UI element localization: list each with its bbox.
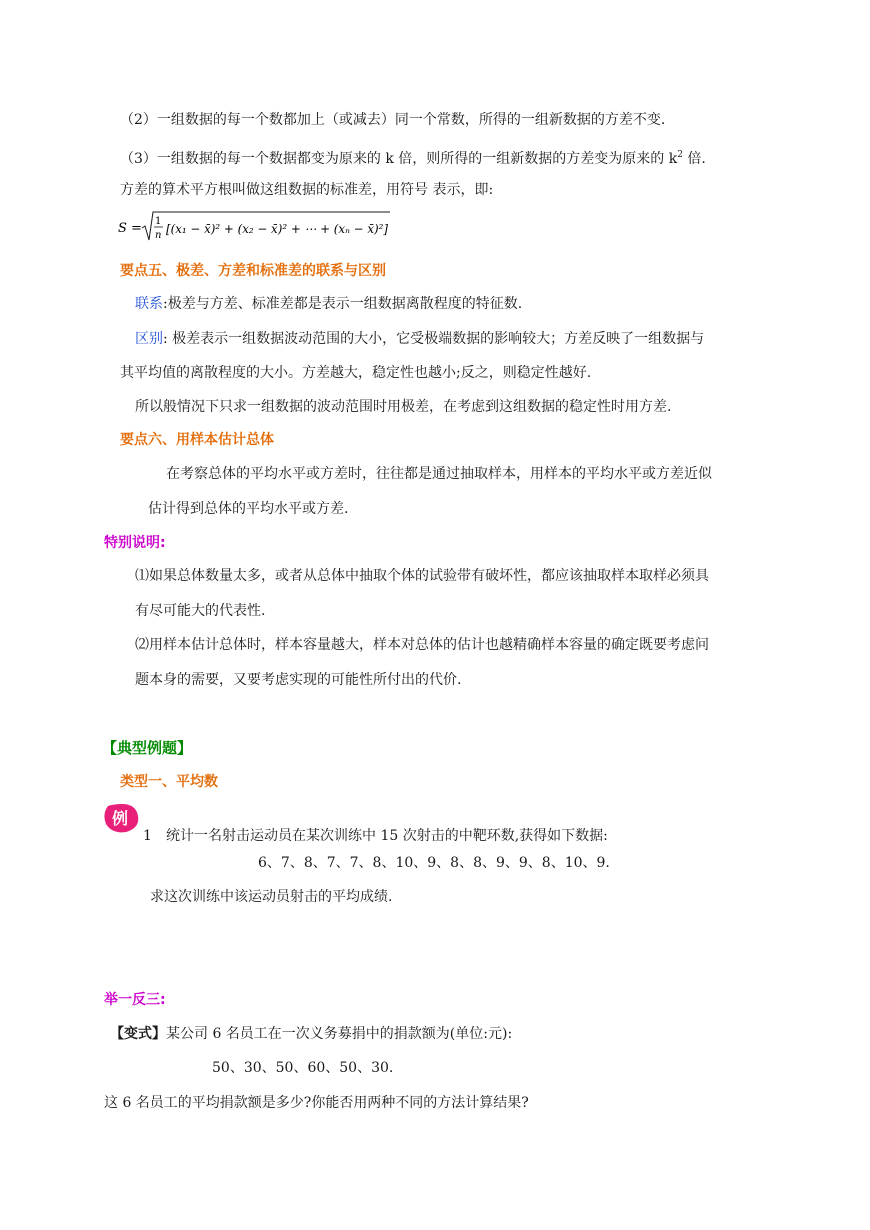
example-icon <box>102 802 142 836</box>
section-6-text2: 估计得到总体的平均水平或方差. <box>148 501 349 517</box>
property-3-exponent: 2 <box>677 150 683 160</box>
example-1-data: 6、7、8、7、7、8、10、9、8、8、9、9、8、10、9. <box>258 855 610 871</box>
formula-frac-num: 1 <box>155 216 162 227</box>
section-5-usage: 所以般情况下只求一组数据的波动范围时用极差，在考虑到这组数据的稳定性时用方差. <box>135 399 672 415</box>
example-1-question: 求这次训练中该运动员射击的平均成绩. <box>150 889 393 905</box>
formula-body: [(x₁ − x̄)² + (x₂ − x̄)² + ⋯ + (xₙ − x̄)²] <box>166 222 389 236</box>
section-5-link <box>135 294 522 314</box>
formula-lhs: S = <box>118 221 142 236</box>
section-6-text1: 在考察总体的平均水平或方差时，往往都是通过抽取样本，用样本的平均水平或方差近似 <box>166 466 712 482</box>
special-note-1a: ⑴如果总体数量太多，或者从总体中抽取个体的试验带有破坏性，都应该抽取样本取样必须具 <box>135 568 709 584</box>
section-5-diff <box>135 329 704 349</box>
examples-header: 【典型例题】 <box>102 739 193 757</box>
section-5-diff-cont: 其平均值的离散程度的大小。方差越大，稳定性也越小;反之，则稳定性越好. <box>120 365 592 381</box>
special-note-title: 特别说明: <box>104 535 166 551</box>
variant-label: 【变式】 <box>110 1026 166 1042</box>
practice-title: 举一反三: <box>104 992 166 1008</box>
variant-data: 50、30、50、60、50、30. <box>212 1060 394 1076</box>
formula-frac-den: n <box>155 230 162 241</box>
example-1-text: 统计一名射击运动员在某次训练中 15 次射击的中靶环数,获得如下数据: <box>166 828 608 844</box>
example-icon-label: 例 <box>112 809 129 828</box>
property-3-tail: 倍. <box>682 151 706 167</box>
special-note-2a: ⑵用样本估计总体时，样本容量越大，样本对总体的估计也越精确样本容量的确定既要考虑问 <box>135 637 709 653</box>
special-note-2b: 题本身的需要，又要考虑实现的可能性所付出的代价. <box>135 672 462 688</box>
property-3 <box>120 145 706 169</box>
std-dev-definition: 方差的算术平方根叫做这组数据的标准差，用符号 表示，即: <box>120 182 494 198</box>
section-6-title: 要点六、用样本估计总体 <box>120 432 274 448</box>
example-1-number: 1 <box>143 828 152 844</box>
property-2: （2）一组数据的每一个数都加上（或减去）同一个常数，所得的一组新数据的方差不变. <box>120 112 666 128</box>
special-note-1b: 有尽可能大的代表性. <box>135 603 266 619</box>
type-1-title: 类型一、平均数 <box>120 774 218 790</box>
diff-text: : 极差表示一组数据波动范围的大小，它受极端数据的影响较大；方差反映了一组数据与 <box>163 331 705 347</box>
variant-text: 某公司 6 名员工在一次义务募捐中的捐款额为(单位:元): <box>166 1026 513 1042</box>
variant-question: 这 6 名员工的平均捐款额是多少?你能否用两种不同的方法计算结果? <box>104 1095 529 1111</box>
link-label: 联系 <box>135 296 163 312</box>
diff-label: 区别 <box>135 331 163 347</box>
std-dev-formula <box>118 210 392 244</box>
variant <box>110 1024 512 1044</box>
property-3-text: （3）一组数据的每一个数据都变为原来的 k 倍，则所得的一组新数据的方差变为原来的 k <box>120 151 678 167</box>
section-5-title: 要点五、极差、方差和标准差的联系与区别 <box>120 263 386 279</box>
link-text: :极差与方差、标准差都是表示一组数据离散程度的特征数. <box>163 296 523 312</box>
